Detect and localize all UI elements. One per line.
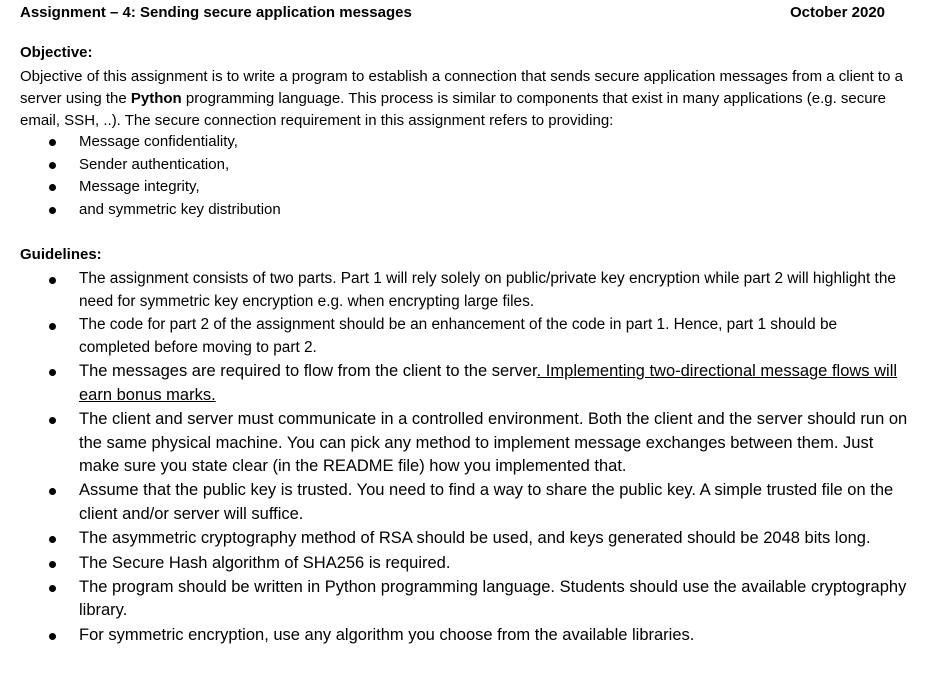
bullet-icon: [49, 369, 56, 376]
list-item: [0, 360, 909, 407]
bullet-icon: [49, 536, 56, 543]
bullet-icon: [49, 633, 56, 640]
bullet-icon: [49, 417, 56, 424]
list-item: [0, 176, 281, 199]
guideline-text: The Secure Hash algorithm of SHA256 is required.: [79, 553, 451, 572]
guideline-text: The program should be written in Python programming language. Students should use the available cryptography library.: [79, 578, 907, 620]
bullet-icon: [49, 323, 56, 330]
list-item: [0, 408, 909, 478]
requirement-text: Message confidentiality,: [79, 133, 238, 150]
list-item: [0, 154, 281, 177]
guideline-text: Assume that the public key is trusted. You need to find a way to share the public key. A simple trusted file on the client and/or server will suffice.: [79, 481, 894, 523]
guideline-text: The messages are required to flow from the client to the server: [79, 362, 537, 381]
requirement-text: Sender authentication,: [79, 155, 230, 173]
list-item: [0, 479, 909, 526]
objective-text-start: Objective of this assignment is to write a program to establish a connection that sends secure application messages from a client to a server using the: [20, 68, 903, 107]
list-item: [0, 199, 281, 222]
list-item: [0, 268, 909, 313]
objective-heading: Objective:: [20, 44, 93, 61]
document-header: [20, 1, 885, 23]
list-item: [0, 576, 909, 623]
bullet-icon: [49, 139, 56, 146]
bullet-icon: [49, 162, 56, 169]
guideline-text: The client and server must communicate in a controlled environment. Both the client and the server should run on the same physical machine. You can pick any method to implement message exchanges between them. Just make sure you state clear (in the README file) how you implemented that.: [79, 410, 908, 475]
objective-paragraph: [20, 66, 912, 132]
requirement-text: and symmetric key distribution: [79, 200, 281, 218]
guideline-text: The assignment consists of two parts. Part 1 will rely solely on public/private key encryption while part 2 will highlight the need for symmetric key encryption e.g. when encrypting large files.: [79, 270, 896, 310]
list-item: [0, 527, 909, 550]
list-item: [0, 624, 909, 647]
list-item: [0, 314, 909, 359]
requirement-text: Message integrity,: [79, 178, 200, 195]
guideline-text: The asymmetric cryptography method of RSA should be used, and keys generated should be 2048 bits long.: [79, 529, 871, 548]
objective-text-end: programming language. This process is similar to components that exist in many applications (e.g. secure email, SSH, ..). The secure connection requirement in this assignment refers to providing:: [20, 90, 886, 129]
list-item: [0, 131, 281, 154]
guidelines-heading: Guidelines:: [20, 246, 102, 263]
bonus-marks-note: . Implementing two-directional message flows will earn bonus marks.: [79, 362, 898, 404]
guideline-text: For symmetric encryption, use any algorithm you choose from the available libraries.: [79, 625, 695, 644]
objective-requirements-list: [0, 131, 281, 221]
bullet-icon: [49, 561, 56, 568]
bullet-icon: [49, 207, 56, 214]
list-item: [0, 552, 909, 575]
bullet-icon: [49, 277, 56, 284]
bullet-icon: [49, 184, 56, 191]
guideline-text: The code for part 2 of the assignment should be an enhancement of the code in part 1. Hence, part 1 should be completed before moving to part 2.: [79, 316, 838, 356]
assignment-title: Assignment – 4: Sending secure application messages: [20, 3, 412, 21]
bullet-icon: [49, 585, 56, 592]
bullet-icon: [49, 488, 56, 495]
assignment-date: October 2020: [789, 3, 885, 21]
objective-bold-word: Python: [130, 90, 182, 107]
guidelines-list: [0, 268, 909, 648]
